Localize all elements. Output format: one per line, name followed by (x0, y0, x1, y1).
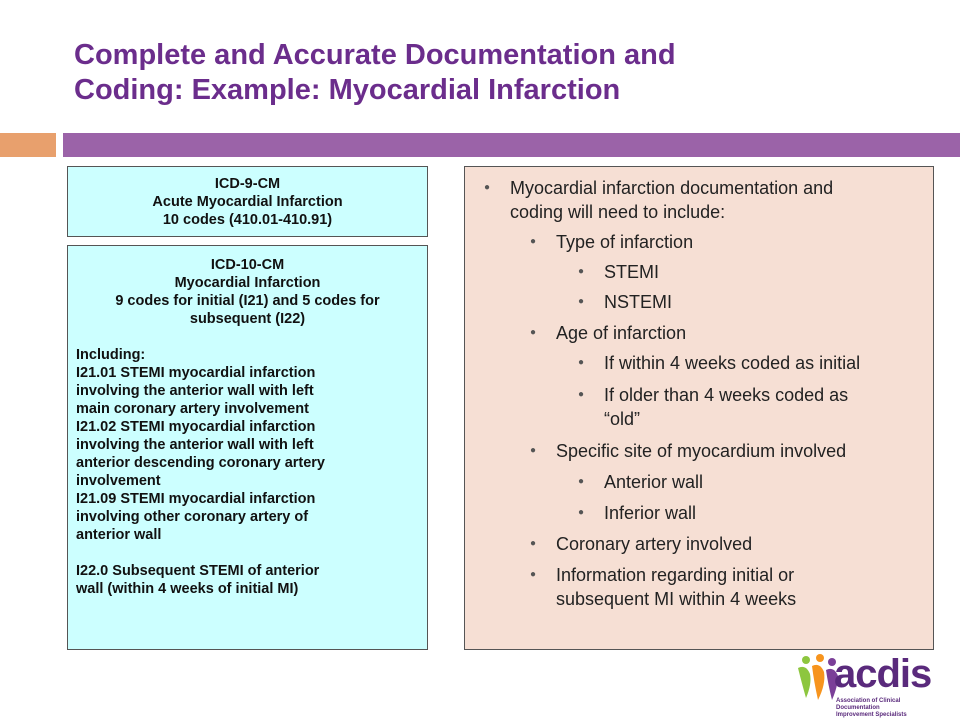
bullet-dot-icon: ● (530, 327, 537, 338)
icd10-line: I21.09 STEMI myocardial infarction (76, 491, 316, 507)
icd10-heading-4: subsequent (I22) (189, 311, 306, 327)
bullet-text: “old” (604, 409, 641, 429)
bullet-text: Information regarding initial or (556, 565, 795, 585)
logo-tagline-line-1: Association of Clinical Documentation (836, 698, 901, 711)
icd10-heading-2: Myocardial Infarction (174, 275, 321, 291)
bullet-dot-icon: ● (578, 266, 585, 277)
bullet-level2 (530, 532, 753, 556)
bullet-dot-icon: ● (578, 476, 585, 487)
bullet-level3 (578, 470, 704, 494)
bullet-text: Age of infarction (556, 323, 687, 343)
icd10-line: involvement (76, 473, 161, 489)
slide-title (74, 38, 894, 108)
icd10-line: anterior wall (76, 527, 162, 543)
bullet-dot-icon: ● (578, 507, 585, 518)
bullet-dot-icon: ● (530, 236, 537, 247)
icd10-line: involving the anterior wall with left (76, 383, 314, 399)
bullet-text: Type of infarction (556, 232, 694, 252)
bullet-dot-icon: ● (578, 357, 585, 368)
acdis-logo (796, 650, 936, 718)
bullet-dot-icon: ● (530, 538, 537, 549)
bullet-text: Anterior wall (604, 472, 704, 492)
bullet-level3 (578, 501, 697, 525)
title-line-2: Coding: Example: Myocardial Infarction (74, 74, 621, 106)
bullet-level2 (530, 321, 687, 345)
bullet-text: Specific site of myocardium involved (556, 441, 847, 461)
spacer (76, 544, 419, 562)
icd10-last-line-1: I22.0 Subsequent STEMI of anterior (76, 563, 320, 579)
bullet-text: Coronary artery involved (556, 534, 753, 554)
bullet-level2 (530, 563, 916, 611)
icd9-line-2: Acute Myocardial Infarction (152, 194, 343, 210)
bullet-dot-icon: ● (530, 445, 537, 456)
bullet-text: If within 4 weeks coded as initial (604, 353, 861, 373)
bullet-text: subsequent MI within 4 weeks (556, 589, 797, 609)
icd10-heading-1: ICD-10-CM (210, 257, 285, 273)
logo-wordmark: acdis (834, 652, 932, 696)
icd10-heading-3: 9 codes for initial (I21) and 5 codes for (115, 293, 380, 309)
bullet-level1 (484, 176, 930, 224)
logo-tagline (836, 698, 936, 719)
title-line-1: Complete and Accurate Documentation and (74, 39, 676, 71)
accent-bar-orange (0, 133, 56, 157)
bullet-level3 (578, 351, 861, 375)
bullet-level2 (530, 439, 847, 463)
bullet-level2 (530, 230, 694, 254)
bullet-dot-icon: ● (578, 389, 585, 400)
icd9-line-3: 10 codes (410.01-410.91) (162, 212, 333, 228)
logo-tagline-line-2: Improvement Specialists (836, 712, 907, 718)
bullet-level3 (578, 260, 660, 284)
bullet-dot-icon: ● (530, 569, 537, 580)
icd10-line: I21.02 STEMI myocardial infarction (76, 419, 316, 435)
spacer (76, 328, 419, 346)
icd10-line: involving the anterior wall with left (76, 437, 314, 453)
bullet-dot-icon: ● (484, 182, 491, 193)
bullet-text: Inferior wall (604, 503, 697, 523)
bullet-dot-icon: ● (578, 296, 585, 307)
icd10-last-line-2: wall (within 4 weeks of initial MI) (76, 581, 299, 597)
bullet-text: STEMI (604, 262, 660, 282)
icd10-line: involving other coronary artery of (76, 509, 309, 525)
bullet-text: coding will need to include: (510, 202, 726, 222)
bullet-text: NSTEMI (604, 292, 673, 312)
icd9-line-1: ICD-9-CM (214, 176, 281, 192)
bullet-level3 (578, 383, 924, 431)
accent-bar-purple (63, 133, 960, 157)
bullet-text: If older than 4 weeks coded as (604, 385, 849, 405)
bullet-text: Myocardial infarction documentation and (510, 178, 834, 198)
icd10-line: I21.01 STEMI myocardial infarction (76, 365, 316, 381)
icd10-line: Including: (76, 347, 146, 363)
bullet-level3 (578, 290, 673, 314)
icd10-line: main coronary artery involvement (76, 401, 309, 417)
icd10-box (67, 245, 428, 650)
icd10-line: anterior descending coronary artery (76, 455, 325, 471)
icd9-box (67, 166, 428, 237)
